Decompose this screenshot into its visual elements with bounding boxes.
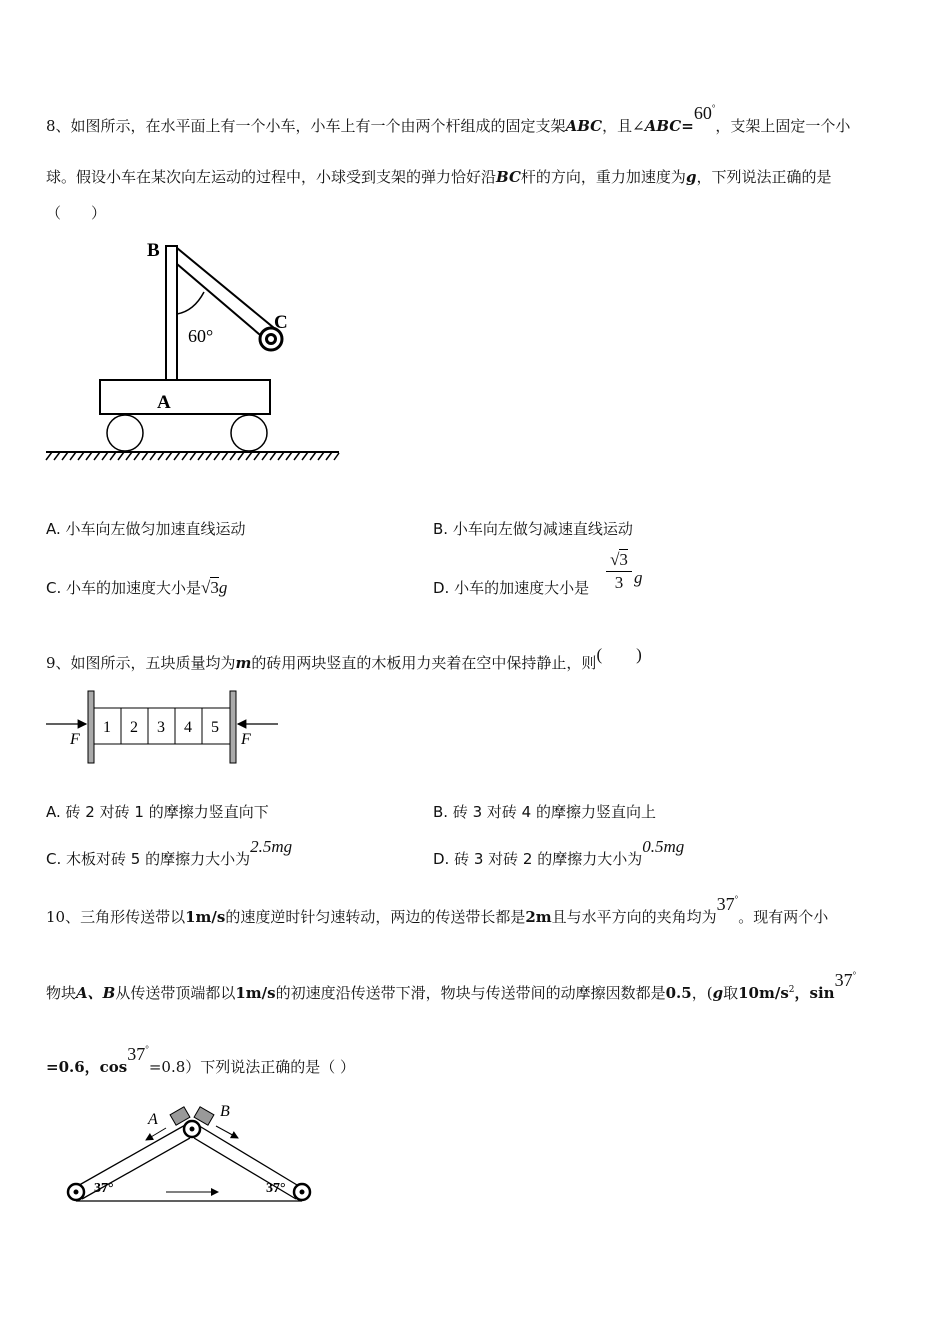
label-block-a: A: [148, 1111, 158, 1128]
q10-text: 的速度逆时针匀速转动，两边的传送带长都是: [225, 908, 526, 926]
q8-abc: ABC: [644, 117, 682, 135]
q8-option-d-text: D. 小车的加速度大小是: [433, 579, 590, 597]
q10-deg: °: [734, 894, 739, 904]
brick-4: 4: [184, 719, 192, 736]
q10-speed-2: 1m/s: [235, 984, 276, 1002]
q10-mu: 0.5: [665, 984, 692, 1002]
q8-text: 杆的方向，重力加速度为: [520, 168, 686, 186]
pulley-top-axle: [190, 1127, 195, 1132]
q8-option-d[interactable]: [433, 577, 589, 598]
q10-cos: =0.6，cos: [46, 1058, 128, 1076]
q9-paren: ( ): [596, 645, 642, 664]
q10-squared: 2: [788, 985, 795, 995]
arrow-b: [216, 1126, 238, 1138]
q9-text: 的砖用两块竖直的木板用力夹着在空中保持静止，则: [251, 654, 597, 672]
brick-1: 1: [103, 719, 111, 736]
q10-line-3: [46, 1044, 356, 1077]
q10-angle-sin: [835, 970, 857, 990]
label-b: B: [147, 240, 160, 261]
label-a: A: [157, 392, 171, 413]
q8-text: 8、如图所示，在水平面上有一个小车，小车上有一个由两个杆组成的固定支架: [46, 117, 566, 135]
q9-line: [46, 645, 642, 673]
q9-text: 9、如图所示，五块质量均为: [46, 654, 236, 672]
q8-option-d-g: g: [634, 568, 643, 587]
q9-option-d[interactable]: [433, 837, 685, 869]
q8-option-d-den: 3: [614, 573, 624, 592]
q8-option-c[interactable]: [46, 577, 227, 598]
q10-sin: ，sin: [794, 984, 835, 1002]
q8-g: g: [685, 168, 697, 186]
q10-angle-value: 37: [834, 970, 853, 990]
q10-line-1: [46, 894, 829, 927]
label-angle: 60°: [188, 326, 214, 346]
q10-angle: [717, 894, 739, 914]
label-c: C: [274, 312, 288, 333]
q8-option-d-numerator: √3: [610, 550, 628, 569]
q9-option-d-text: D. 砖 3 对砖 2 的摩擦力大小为: [433, 850, 643, 868]
q10-angle-cos: [127, 1044, 149, 1064]
ground-hatch: [46, 452, 339, 460]
q9-m: m: [235, 654, 252, 672]
q8-deg: °: [711, 103, 716, 113]
q9-option-d-value: 0.5mg: [642, 837, 685, 856]
wheel-left: [107, 415, 143, 451]
q8-cart-figure: [44, 236, 344, 466]
q8-text: 球。假设小车在某次向左运动的过程中，小球受到支架的弹力恰好沿: [46, 168, 497, 186]
q8-text: ，下列说法正确的是: [696, 168, 832, 186]
q10-text: 。现有两个小: [738, 908, 829, 926]
q8-option-a[interactable]: A. 小车向左做匀加速直线运动: [46, 520, 246, 538]
q10-gval: 10m/s: [738, 984, 789, 1002]
pulley-right-axle: [300, 1190, 305, 1195]
q10-line-2: [46, 970, 857, 1003]
force-right-label: F: [241, 731, 251, 748]
q8-option-d-fraction: [604, 550, 634, 593]
label-angle-left: 37°: [94, 1181, 114, 1196]
brick-5: 5: [211, 719, 219, 736]
angle-arc: [177, 292, 204, 314]
q8-option-c-formula: √3g: [201, 578, 228, 597]
q8-text: ，支架上固定一个小: [715, 117, 851, 135]
brick-3: 3: [157, 719, 165, 736]
q8-option-d-num: 3: [619, 550, 628, 569]
right-board: [230, 691, 236, 763]
q10-angle-value: 37: [127, 1044, 146, 1064]
q10-deg: °: [145, 1044, 149, 1054]
q10-text: 物块: [46, 984, 77, 1002]
q8-abc: ABC: [565, 117, 603, 135]
q10-text: ，(: [691, 984, 713, 1002]
q8-option-b[interactable]: B. 小车向左做匀减速直线运动: [433, 520, 633, 538]
label-block-b: B: [220, 1103, 230, 1120]
q8-option-c-root: 3: [210, 578, 219, 597]
q8-line-1: [46, 103, 851, 136]
fraction-bar: [606, 571, 632, 572]
q8-paren: （ ）: [46, 204, 107, 222]
force-left-label: F: [70, 731, 80, 748]
q10-text: =0.8）下列说法正确的是（ ）: [148, 1058, 356, 1076]
q10-ab: A、B: [76, 984, 116, 1002]
q10-text: 从传送带顶端都以: [115, 984, 236, 1002]
q9-option-b[interactable]: B. 砖 3 对砖 4 的摩擦力竖直向上: [433, 803, 656, 821]
q9-option-c[interactable]: [46, 837, 293, 869]
q10-text: 且与水平方向的夹角均为: [551, 908, 717, 926]
label-angle-right: 37°: [266, 1181, 286, 1196]
q8-option-c-text: C. 小车的加速度大小是: [46, 579, 202, 597]
q10-deg: °: [852, 970, 857, 980]
brick-2: 2: [130, 719, 138, 736]
q9-option-c-text: C. 木板对砖 5 的摩擦力大小为: [46, 850, 251, 868]
q9-option-c-value: 2.5mg: [250, 837, 293, 856]
belt-right-outer: [196, 1124, 302, 1188]
q10-angle-value: 37: [716, 894, 735, 914]
q8-line-3: [46, 202, 106, 223]
q10-text: 10、三角形传送带以: [46, 908, 186, 926]
q8-line-2: [46, 166, 831, 187]
left-board: [88, 691, 94, 763]
q10-conveyor-figure: [62, 1100, 322, 1210]
q10-length: 2m: [525, 908, 552, 926]
wheel-right: [231, 415, 267, 451]
q9-bricks-figure: [44, 688, 284, 768]
cart-body: [100, 380, 270, 414]
ball-c-dot: [268, 336, 274, 342]
q8-angle: [694, 103, 716, 123]
q8-angle-value: 60: [693, 103, 712, 123]
pole-ab: [166, 246, 177, 380]
q10-speed: 1m/s: [185, 908, 226, 926]
q10-g: g: [712, 984, 724, 1002]
q10-text: 的初速度沿传送带下滑，物块与传送带间的动摩擦因数都是: [275, 984, 666, 1002]
pulley-left-axle: [74, 1190, 79, 1195]
q8-bc: BC: [496, 168, 521, 186]
q9-option-a[interactable]: A. 砖 2 对砖 1 的摩擦力竖直向下: [46, 803, 269, 821]
q8-eq: =: [681, 117, 694, 135]
q8-text: ，且∠: [602, 117, 645, 135]
q8-option-c-g: g: [218, 578, 228, 597]
belt-left-outer: [74, 1124, 187, 1188]
q10-text: 取: [723, 984, 739, 1002]
